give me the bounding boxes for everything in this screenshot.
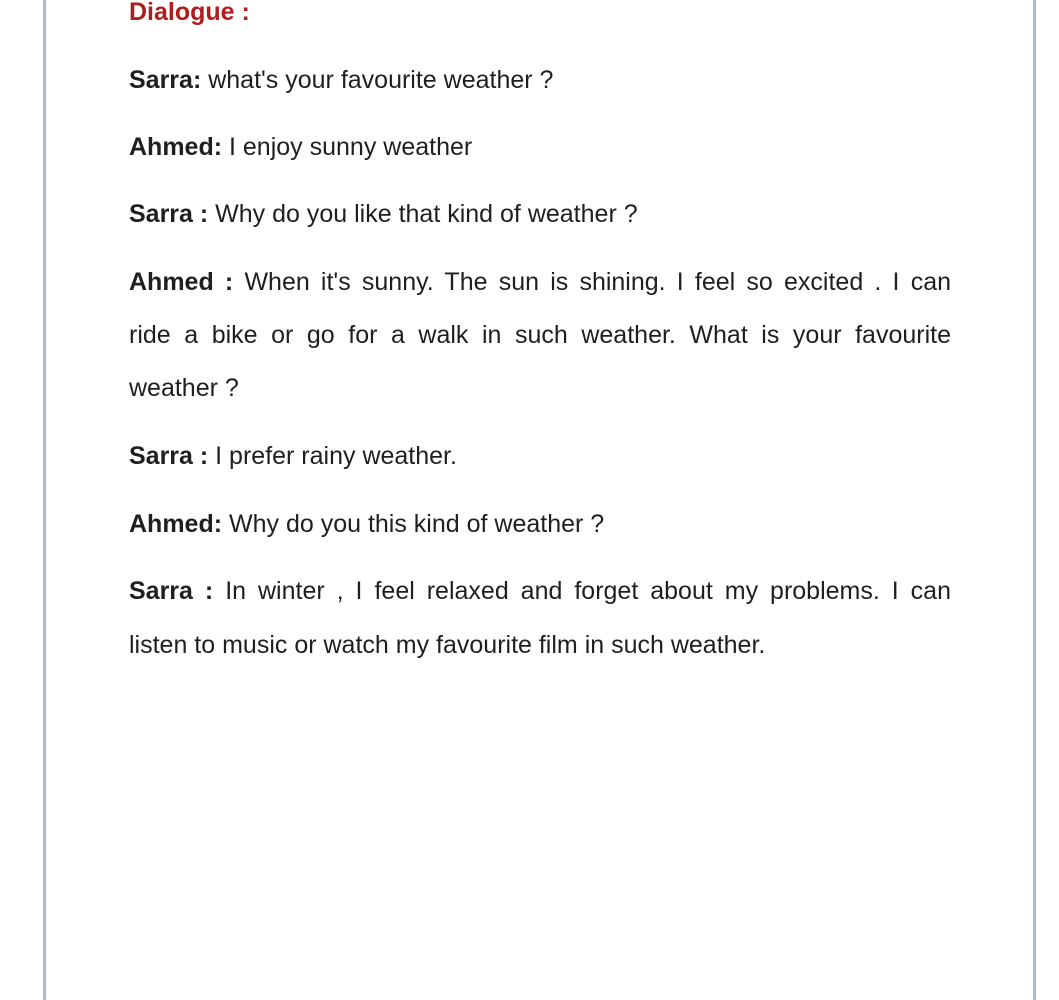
dialogue-line-4 [129, 266, 951, 298]
line-text: listen to music or watch my favourite film in such weather. [129, 631, 766, 659]
dialogue-line-7 [129, 440, 457, 472]
line-text: Why do you like that kind of weather ? [208, 200, 638, 228]
dialogue-line-5 [129, 319, 951, 351]
line-text: weather ? [129, 374, 239, 402]
dialogue-heading: Dialogue : [129, 0, 250, 26]
dialogue-line-10 [129, 629, 765, 661]
line-text: Why do you this kind of weather ? [222, 510, 605, 538]
line-text: what's your favourite weather ? [201, 66, 554, 94]
dialogue-line-6 [129, 372, 239, 404]
speaker-name: Ahmed: [129, 510, 223, 538]
dialogue-line-2 [129, 131, 472, 163]
speaker-name: Sarra: [129, 66, 202, 94]
dialogue-line-3 [129, 198, 638, 230]
line-text: In winter , I feel relaxed and forget about my problems. I can [213, 577, 951, 605]
speaker-name: Sarra : [129, 577, 214, 605]
speaker-name: Sarra : [129, 200, 209, 228]
line-text: I enjoy sunny weather [222, 133, 473, 161]
speaker-name: Sarra : [129, 442, 209, 470]
dialogue-line-1 [129, 64, 553, 96]
page-border-left [43, 0, 46, 1000]
line-text: When it's sunny. The sun is shining. I feel so excited . I can [233, 268, 951, 296]
dialogue-line-8 [129, 508, 604, 540]
line-text: ride a bike or go for a walk in such weather. What is your favourite [129, 321, 951, 349]
speaker-name: Ahmed: [129, 133, 223, 161]
speaker-name: Ahmed : [129, 268, 234, 296]
dialogue-line-9 [129, 575, 951, 607]
line-text: I prefer rainy weather. [208, 442, 457, 470]
page-border-right [1033, 0, 1036, 1000]
